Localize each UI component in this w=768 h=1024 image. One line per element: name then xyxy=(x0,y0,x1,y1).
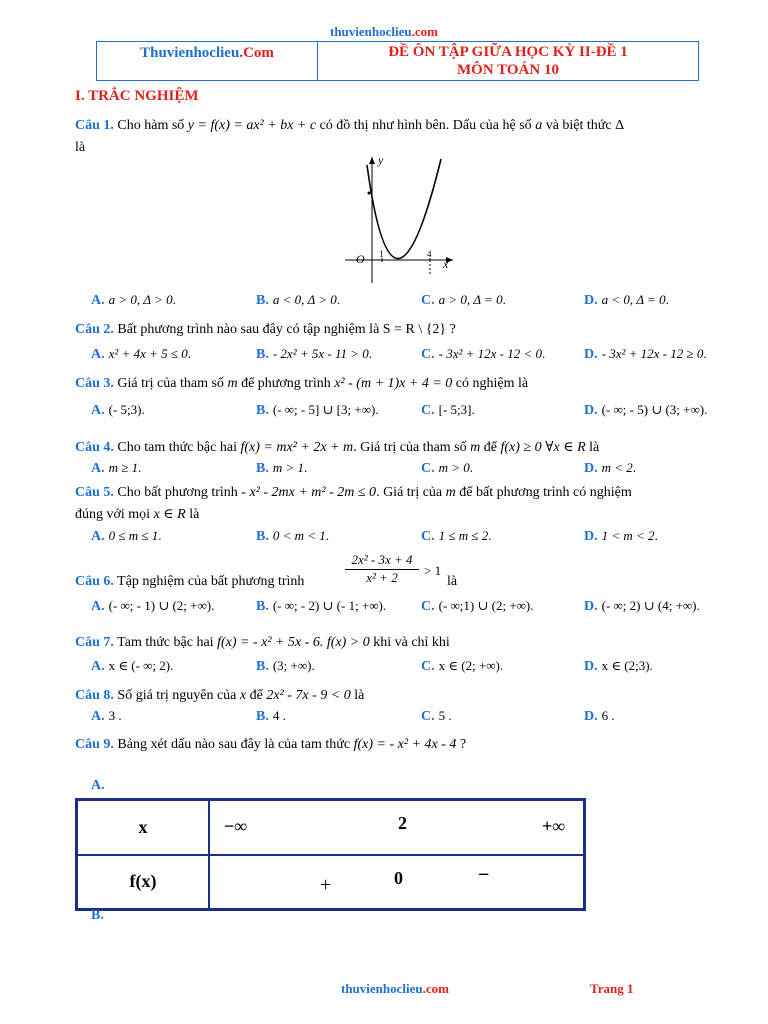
q5-option-c[interactable]: C. 1 ≤ m ≤ 2. xyxy=(421,528,492,544)
footer-page: Trang 1 xyxy=(590,981,634,996)
sign-plus: + xyxy=(320,873,332,896)
header-box xyxy=(96,41,699,81)
root-two: 2 xyxy=(398,813,407,833)
sign-table-x-label: x xyxy=(77,800,210,855)
sign-table xyxy=(75,798,586,911)
q1-option-b[interactable]: B. a < 0, Δ > 0. xyxy=(256,292,341,308)
exam-title: ĐỀ ÔN TẬP GIỮA HỌC KỲ II-ĐỀ 1 xyxy=(388,44,628,60)
q9-option-b-label[interactable]: B. xyxy=(91,908,104,923)
q6-option-a[interactable]: A. (- ∞; - 1) ∪ (2; +∞). xyxy=(91,598,215,614)
parabola-graph xyxy=(345,155,455,283)
q3-option-b[interactable]: B. (- ∞; - 5] ∪ [3; +∞). xyxy=(256,402,379,418)
q4-option-c[interactable]: C. m > 0. xyxy=(421,460,474,476)
sign-minus: − xyxy=(478,863,490,886)
q2-option-a[interactable]: A. x² + 4x + 5 ≤ 0. xyxy=(91,346,191,362)
q5-option-a[interactable]: A. 0 ≤ m ≤ 1. xyxy=(91,528,162,544)
site-url-top[interactable] xyxy=(0,24,768,40)
question-4: Câu 4. Cho tam thức bậc hai f(x) = mx² + 2x + m. Giá trị của tham số m để f(x) ≥ 0 ∀x ∈ R là xyxy=(75,440,600,455)
question-8: Câu 8. Số giá trị nguyên của x để 2x² - 7x - 9 < 0 là xyxy=(75,688,365,703)
q8-option-a[interactable]: A. 3 . xyxy=(91,708,122,724)
question-6: Câu 6. Tập nghiệm của bất phương trình xyxy=(75,574,305,589)
sign-table-x-row xyxy=(209,800,585,855)
q3-option-a[interactable]: A. (- 5;3). xyxy=(91,402,145,418)
q1-option-a[interactable]: A. a > 0, Δ > 0. xyxy=(91,292,176,308)
question-3: Câu 3. Giá trị của tham số m để phương trình x² - (m + 1)x + 4 = 0 có nghiệm là xyxy=(75,376,529,391)
sign-zero: 0 xyxy=(394,867,403,888)
q2-option-c[interactable]: C. - 3x² + 12x - 12 < 0. xyxy=(421,346,546,362)
sign-table-fx-label: f(x) xyxy=(77,855,210,910)
question-2: Câu 2. Bất phương trình nào sau đây có tập nghiệm là S = R \ {2} ? xyxy=(75,322,456,337)
question-9: Câu 9. Bảng xét dấu nào sau đây là của tam thức f(x) = - x² + 4x - 4 ? xyxy=(75,737,467,752)
q4-option-d[interactable]: D. m < 2. xyxy=(584,460,637,476)
pos-inf: +∞ xyxy=(542,816,566,836)
q7-option-c[interactable]: C. x ∈ (2; +∞). xyxy=(421,658,504,674)
section-title: I. TRẮC NGHIỆM xyxy=(75,88,199,104)
site-name: thuvienhoclieu xyxy=(330,24,412,39)
q8-option-c[interactable]: C. 5 . xyxy=(421,708,452,724)
q7-option-d[interactable]: D. x ∈ (2;3). xyxy=(584,658,653,674)
q2-option-b[interactable]: B. - 2x² + 5x - 11 > 0. xyxy=(256,346,373,362)
sign-table-fx-row xyxy=(209,855,585,910)
graph-axis-y: y xyxy=(378,155,384,167)
q1-option-c[interactable]: C. a > 0, Δ = 0. xyxy=(421,292,506,308)
q8-option-d[interactable]: D. 6 . xyxy=(584,708,615,724)
q1-option-d[interactable]: D. a < 0, Δ = 0. xyxy=(584,292,669,308)
q6-option-b[interactable]: B. (- ∞; - 2) ∪ (- 1; +∞). xyxy=(256,598,387,614)
question-1: Câu 1. Cho hàm số y = f(x) = ax² + bx + c có đồ thị như hình bên. Dấu của hệ số a và biệt thức Δ xyxy=(75,118,625,133)
q6-rhs: > 1 xyxy=(424,563,442,578)
q6-option-c[interactable]: C. (- ∞;1) ∪ (2; +∞). xyxy=(421,598,534,614)
q5-option-b[interactable]: B. 0 < m < 1. xyxy=(256,528,330,544)
q6-fraction: 2x² - 3x + 4 x² + 2 xyxy=(345,552,419,586)
question-7: Câu 7. Tam thức bậc hai f(x) = - x² + 5x - 6. f(x) > 0 khi và chỉ khi xyxy=(75,635,450,650)
q3-option-d[interactable]: D. (- ∞; - 5) ∪ (3; +∞). xyxy=(584,402,708,418)
q8-option-b[interactable]: B. 4 . xyxy=(256,708,286,724)
q4-option-a[interactable]: A. m ≥ 1. xyxy=(91,460,142,476)
header-site: Thuvienhoclieu .Com xyxy=(97,42,318,80)
question-1-cont: là xyxy=(75,140,86,155)
question-5-cont: đúng với mọi x ∈ R là xyxy=(75,507,200,522)
site-tld: .com xyxy=(411,24,438,39)
q6-option-d[interactable]: D. (- ∞; 2) ∪ (4; +∞). xyxy=(584,598,700,614)
q9-option-a-label[interactable]: A. xyxy=(91,778,105,793)
q7-option-b[interactable]: B. (3; +∞). xyxy=(256,658,315,674)
graph-origin: O xyxy=(356,252,365,266)
q7-option-a[interactable]: A. x ∈ (- ∞; 2). xyxy=(91,658,174,674)
header-title xyxy=(318,42,698,80)
graph-tick-1: 1 xyxy=(379,249,384,259)
graph-axis-x: x xyxy=(443,257,449,271)
question-5: Câu 5. Cho bất phương trình - x² - 2mx + m² - 2m ≤ 0. Giá trị của m để bất phương trình có nghiệm xyxy=(75,485,632,500)
q5-option-d[interactable]: D. 1 < m < 2. xyxy=(584,528,658,544)
neg-inf: −∞ xyxy=(224,816,248,836)
q2-option-d[interactable]: D. - 3x² + 12x - 12 ≥ 0. xyxy=(584,346,707,362)
footer-site[interactable]: thuvienhoclieu.com xyxy=(341,981,449,996)
q6-la: là xyxy=(447,574,458,589)
subject-title: MÔN TOÁN 10 xyxy=(457,62,559,78)
q3-option-c[interactable]: C. [- 5;3]. xyxy=(421,402,475,418)
graph-tick-4: 4 xyxy=(427,249,432,259)
q4-option-b[interactable]: B. m > 1. xyxy=(256,460,308,476)
